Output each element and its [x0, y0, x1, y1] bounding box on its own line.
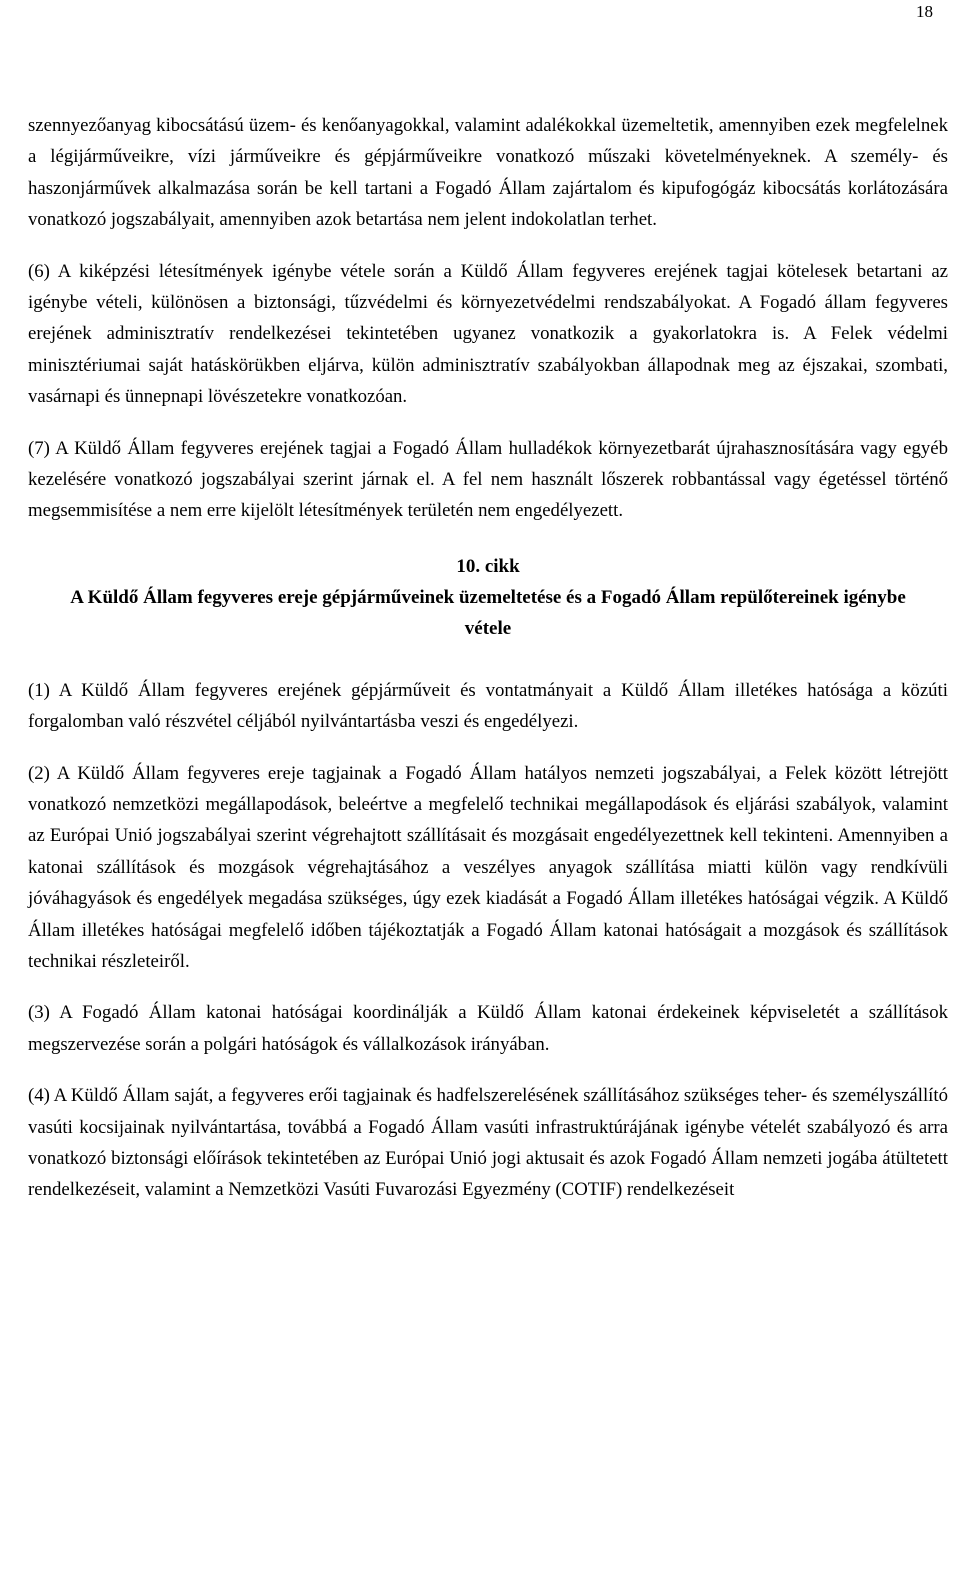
article-paragraph-3: (3) A Fogadó Állam katonai hatóságai koordinálják a Küldő Állam katonai érdekeinek képviseletét a szállítások megszervezése során a polgári hatóságok és vállalkozások irányában. [28, 1002, 948, 1055]
page-number: 18 [916, 2, 933, 21]
article-paragraph-2: (2) A Küldő Állam fegyveres ereje tagjainak a Fogadó Állam hatályos nemzeti jogszabályai, a Felek között létrejött vonatkozó nemzetközi megállapodások, beleértve a megfelelő technikai megállapodások és eljárási szabályok, valamint az Európai Unió jogszabályai szerint végrehajtott szállításait és mozgásait engedélyezettnek kell tekinteni. Amennyiben a katonai szállítások és mozgások végrehajtásához a veszélyes anyagok szállítása miatti külön vagy rendkívüli jóváhagyások és engedélyek megadása szükséges, úgy ezek kiadását a Fogadó Állam illetékes hatóságai végzik. A Küldő Állam illetékes hatóságai megfelelő időben tájékoztatják a Fogadó Állam katonai hatóságait a mozgások és szállítások technikai részleteiről. [28, 762, 948, 972]
document-body [28, 110, 948, 1206]
article-paragraph-4: (4) A Küldő Állam saját, a fegyveres erői tagjainak és hadfelszerelésének szállításához szükséges teher- és személyszállító vasúti kocsijainak nyilvántartása, továbbá a Fogadó Állam vasúti infrastruktúrájának igénybe vételét szabályozó és arra vonatkozó biztonsági előírások tekintetében az Európai Unió jogi aktusait és azok Fogadó Állam nemzeti jogába átültetett rendelkezéseit, valamint a Nemzetközi Vasúti Fuvarozási Egyezmény (COTIF) rendelkezéseit [28, 1085, 948, 1201]
article-number: 10. cikk [456, 555, 520, 577]
article-title: A Küldő Állam fegyveres ereje gépjárműveinek üzemeltetése és a Fogadó Állam repülőtereinek igénybe vétele [70, 586, 906, 640]
article-paragraph-1: (1) A Küldő Állam fegyveres erejének gépjárműveit és vontatmányait a Küldő Állam illetékes hatósága a közúti forgalomban való részvétel céljából nyilvántartásba veszi és engedélyezi. [28, 679, 948, 733]
paragraph-6: (6) A kiképzési létesítmények igénybe vétele során a Küldő Állam fegyveres erejének tagjai kötelesek betartani az igénybe vételi, különösen a biztonsági, tűzvédelmi és környezetvédelmi rendszabályokat. A Fogadó állam fegyveres erejének adminisztratív rendelkezései tekintetében ugyanez vonatkozik a gyakorlatokra is. A Felek védelmi minisztériumai saját hatáskörükben eljárva, külön adminisztratív szabályokban állapodnak meg az éjszakai, szombati, vasárnapi és ünnepnapi lövészetekre vonatkozóan. [28, 260, 948, 408]
paragraph-7: (7) A Küldő Állam fegyveres erejének tagjai a Fogadó Állam hulladékok környezetbarát újrahasznosítására vagy egyéb kezelésére vonatkozó jogszabályai szerint járnak el. A fel nem használt lőszerek robbantással vagy égetéssel történő megsemmisítése a nem erre kijelölt létesítmények területén nem engedélyezett. [28, 437, 948, 522]
paragraph-continuation: szennyezőanyag kibocsátású üzem- és kenőanyagokkal, valamint adalékokkal üzemeltetik, amennyiben ezek megfelelnek a légijárműveikre, vízi járműveikre és gépjárműveikre vonatkozó műszaki követelményeknek. A személy- és haszonjárművek alkalmazása során be kell tartani a Fogadó Állam zajártalom és kipufogógáz kibocsátás korlátozására vonatkozó jogszabályait, amennyiben azok betartása nem jelent indokolatlan terhet. [28, 115, 948, 231]
